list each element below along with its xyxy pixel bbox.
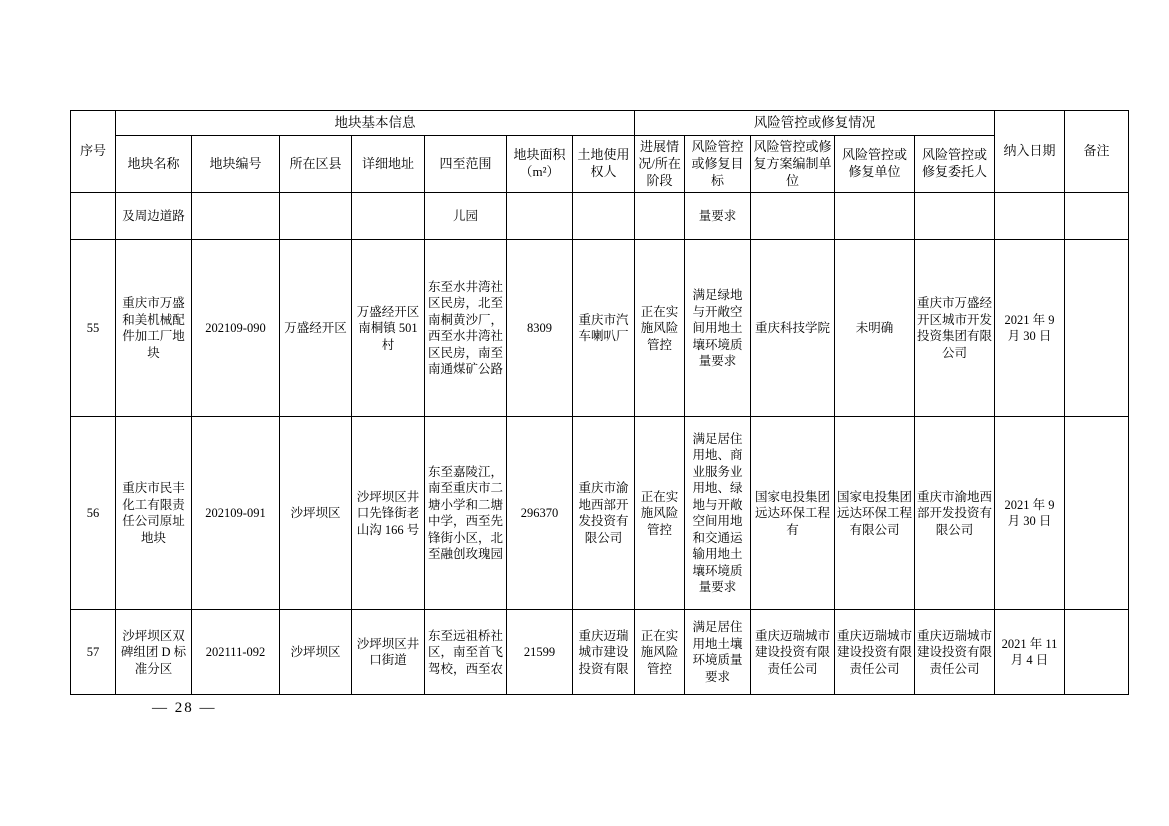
cell-address — [352, 193, 425, 240]
land-parcel-table — [70, 110, 1129, 695]
cell-code: 202109-090 — [192, 240, 280, 417]
cell-client: 重庆市万盛经开区城市开发投资集团有限公司 — [915, 240, 995, 417]
table-row — [71, 417, 1129, 610]
cell-name: 重庆市民丰化工有限责任公司原址地块 — [116, 417, 192, 610]
cell-plan-unit: 重庆迈瑞城市建设投资有限责任公司 — [751, 610, 835, 695]
cell-date: 2021 年 9 月 30 日 — [995, 240, 1065, 417]
group-header-basic-info: 地块基本信息 — [116, 111, 635, 136]
cell-exec-unit: 国家电投集团远达环保工程有限公司 — [835, 417, 915, 610]
cell-address: 沙坪坝区井口街道 — [352, 610, 425, 695]
cell-district: 沙坪坝区 — [280, 417, 352, 610]
cell-owner: 重庆市汽车喇叭厂 — [573, 240, 635, 417]
cell-address: 沙坪坝区井口先锋街老山沟 166 号 — [352, 417, 425, 610]
cell-stage: 正在实施风险管控 — [635, 240, 685, 417]
cell-target: 量要求 — [685, 193, 751, 240]
table-column-header-row — [71, 135, 1129, 193]
table-header — [71, 111, 1129, 193]
cell-area: 21599 — [507, 610, 573, 695]
cell-remark — [1065, 240, 1129, 417]
cell-scope: 儿园 — [425, 193, 507, 240]
column-header-district: 所在区县 — [280, 135, 352, 193]
cell-date — [995, 193, 1065, 240]
group-header-risk-control: 风险管控或修复情况 — [635, 111, 995, 136]
land-parcel-table-container — [70, 110, 1110, 695]
cell-code — [192, 193, 280, 240]
column-header-area: 地块面积（m²） — [507, 135, 573, 193]
cell-address: 万盛经开区南桐镇 501 村 — [352, 240, 425, 417]
cell-code: 202109-091 — [192, 417, 280, 610]
cell-client: 重庆迈瑞城市建设投资有限责任公司 — [915, 610, 995, 695]
table-row — [71, 240, 1129, 417]
table-row — [71, 610, 1129, 695]
column-header-target: 风险管控或修复目标 — [685, 135, 751, 193]
cell-seq: 56 — [71, 417, 116, 610]
column-header-seq: 序号 — [71, 111, 116, 193]
column-header-client: 风险管控或修复委托人 — [915, 135, 995, 193]
cell-target: 满足居住用地、商业服务业用地、绿地与开敞空间用地和交通运输用地土壤环境质量要求 — [685, 417, 751, 610]
table-body — [71, 193, 1129, 695]
column-header-date: 纳入日期 — [995, 111, 1065, 193]
cell-area: 296370 — [507, 417, 573, 610]
cell-date: 2021 年 11 月 4 日 — [995, 610, 1065, 695]
cell-name: 及周边道路 — [116, 193, 192, 240]
cell-district — [280, 193, 352, 240]
column-header-owner: 土地使用权人 — [573, 135, 635, 193]
column-header-plan-unit: 风险管控或修复方案编制单位 — [751, 135, 835, 193]
column-header-name: 地块名称 — [116, 135, 192, 193]
cell-plan-unit — [751, 193, 835, 240]
cell-client — [915, 193, 995, 240]
cell-district: 沙坪坝区 — [280, 610, 352, 695]
column-header-stage: 进展情况/所在阶段 — [635, 135, 685, 193]
cell-seq: 57 — [71, 610, 116, 695]
cell-scope: 东至嘉陵江，南至重庆市二塘小学和二塘中学，西至先锋街小区，北至融创玫瑰园 — [425, 417, 507, 610]
column-header-code: 地块编号 — [192, 135, 280, 193]
page-number: — 28 — — [152, 700, 217, 716]
cell-date: 2021 年 9 月 30 日 — [995, 417, 1065, 610]
cell-exec-unit — [835, 193, 915, 240]
cell-client: 重庆市渝地西部开发投资有限公司 — [915, 417, 995, 610]
cell-exec-unit: 重庆迈瑞城市建设投资有限责任公司 — [835, 610, 915, 695]
column-header-exec-unit: 风险管控或修复单位 — [835, 135, 915, 193]
cell-plan-unit: 国家电投集团远达环保工程有 — [751, 417, 835, 610]
cell-name: 沙坪坝区双碑组团 D 标准分区 — [116, 610, 192, 695]
cell-remark — [1065, 193, 1129, 240]
cell-area — [507, 193, 573, 240]
cell-stage: 正在实施风险管控 — [635, 610, 685, 695]
cell-stage: 正在实施风险管控 — [635, 417, 685, 610]
cell-remark — [1065, 610, 1129, 695]
cell-name: 重庆市万盛和美机械配件加工厂地块 — [116, 240, 192, 417]
column-header-scope: 四至范围 — [425, 135, 507, 193]
cell-scope: 东至远祖桥社区，南至首飞驾校，西至农 — [425, 610, 507, 695]
cell-owner — [573, 193, 635, 240]
column-header-remark: 备注 — [1065, 111, 1129, 193]
cell-area: 8309 — [507, 240, 573, 417]
cell-target: 满足绿地与开敞空间用地土壤环境质量要求 — [685, 240, 751, 417]
cell-stage — [635, 193, 685, 240]
cell-owner: 重庆迈瑞城市建设投资有限 — [573, 610, 635, 695]
cell-owner: 重庆市渝地西部开发投资有限公司 — [573, 417, 635, 610]
cell-seq: 55 — [71, 240, 116, 417]
cell-code: 202111-092 — [192, 610, 280, 695]
cell-scope: 东至水井湾社区民房，北至南桐黄沙厂，西至水井湾社区民房，南至南通煤矿公路 — [425, 240, 507, 417]
cell-seq — [71, 193, 116, 240]
cell-target: 满足居住用地土壤环境质量要求 — [685, 610, 751, 695]
cell-remark — [1065, 417, 1129, 610]
column-header-address: 详细地址 — [352, 135, 425, 193]
cell-plan-unit: 重庆科技学院 — [751, 240, 835, 417]
cell-exec-unit: 未明确 — [835, 240, 915, 417]
table-group-header-row — [71, 111, 1129, 136]
cell-district: 万盛经开区 — [280, 240, 352, 417]
table-row — [71, 193, 1129, 240]
